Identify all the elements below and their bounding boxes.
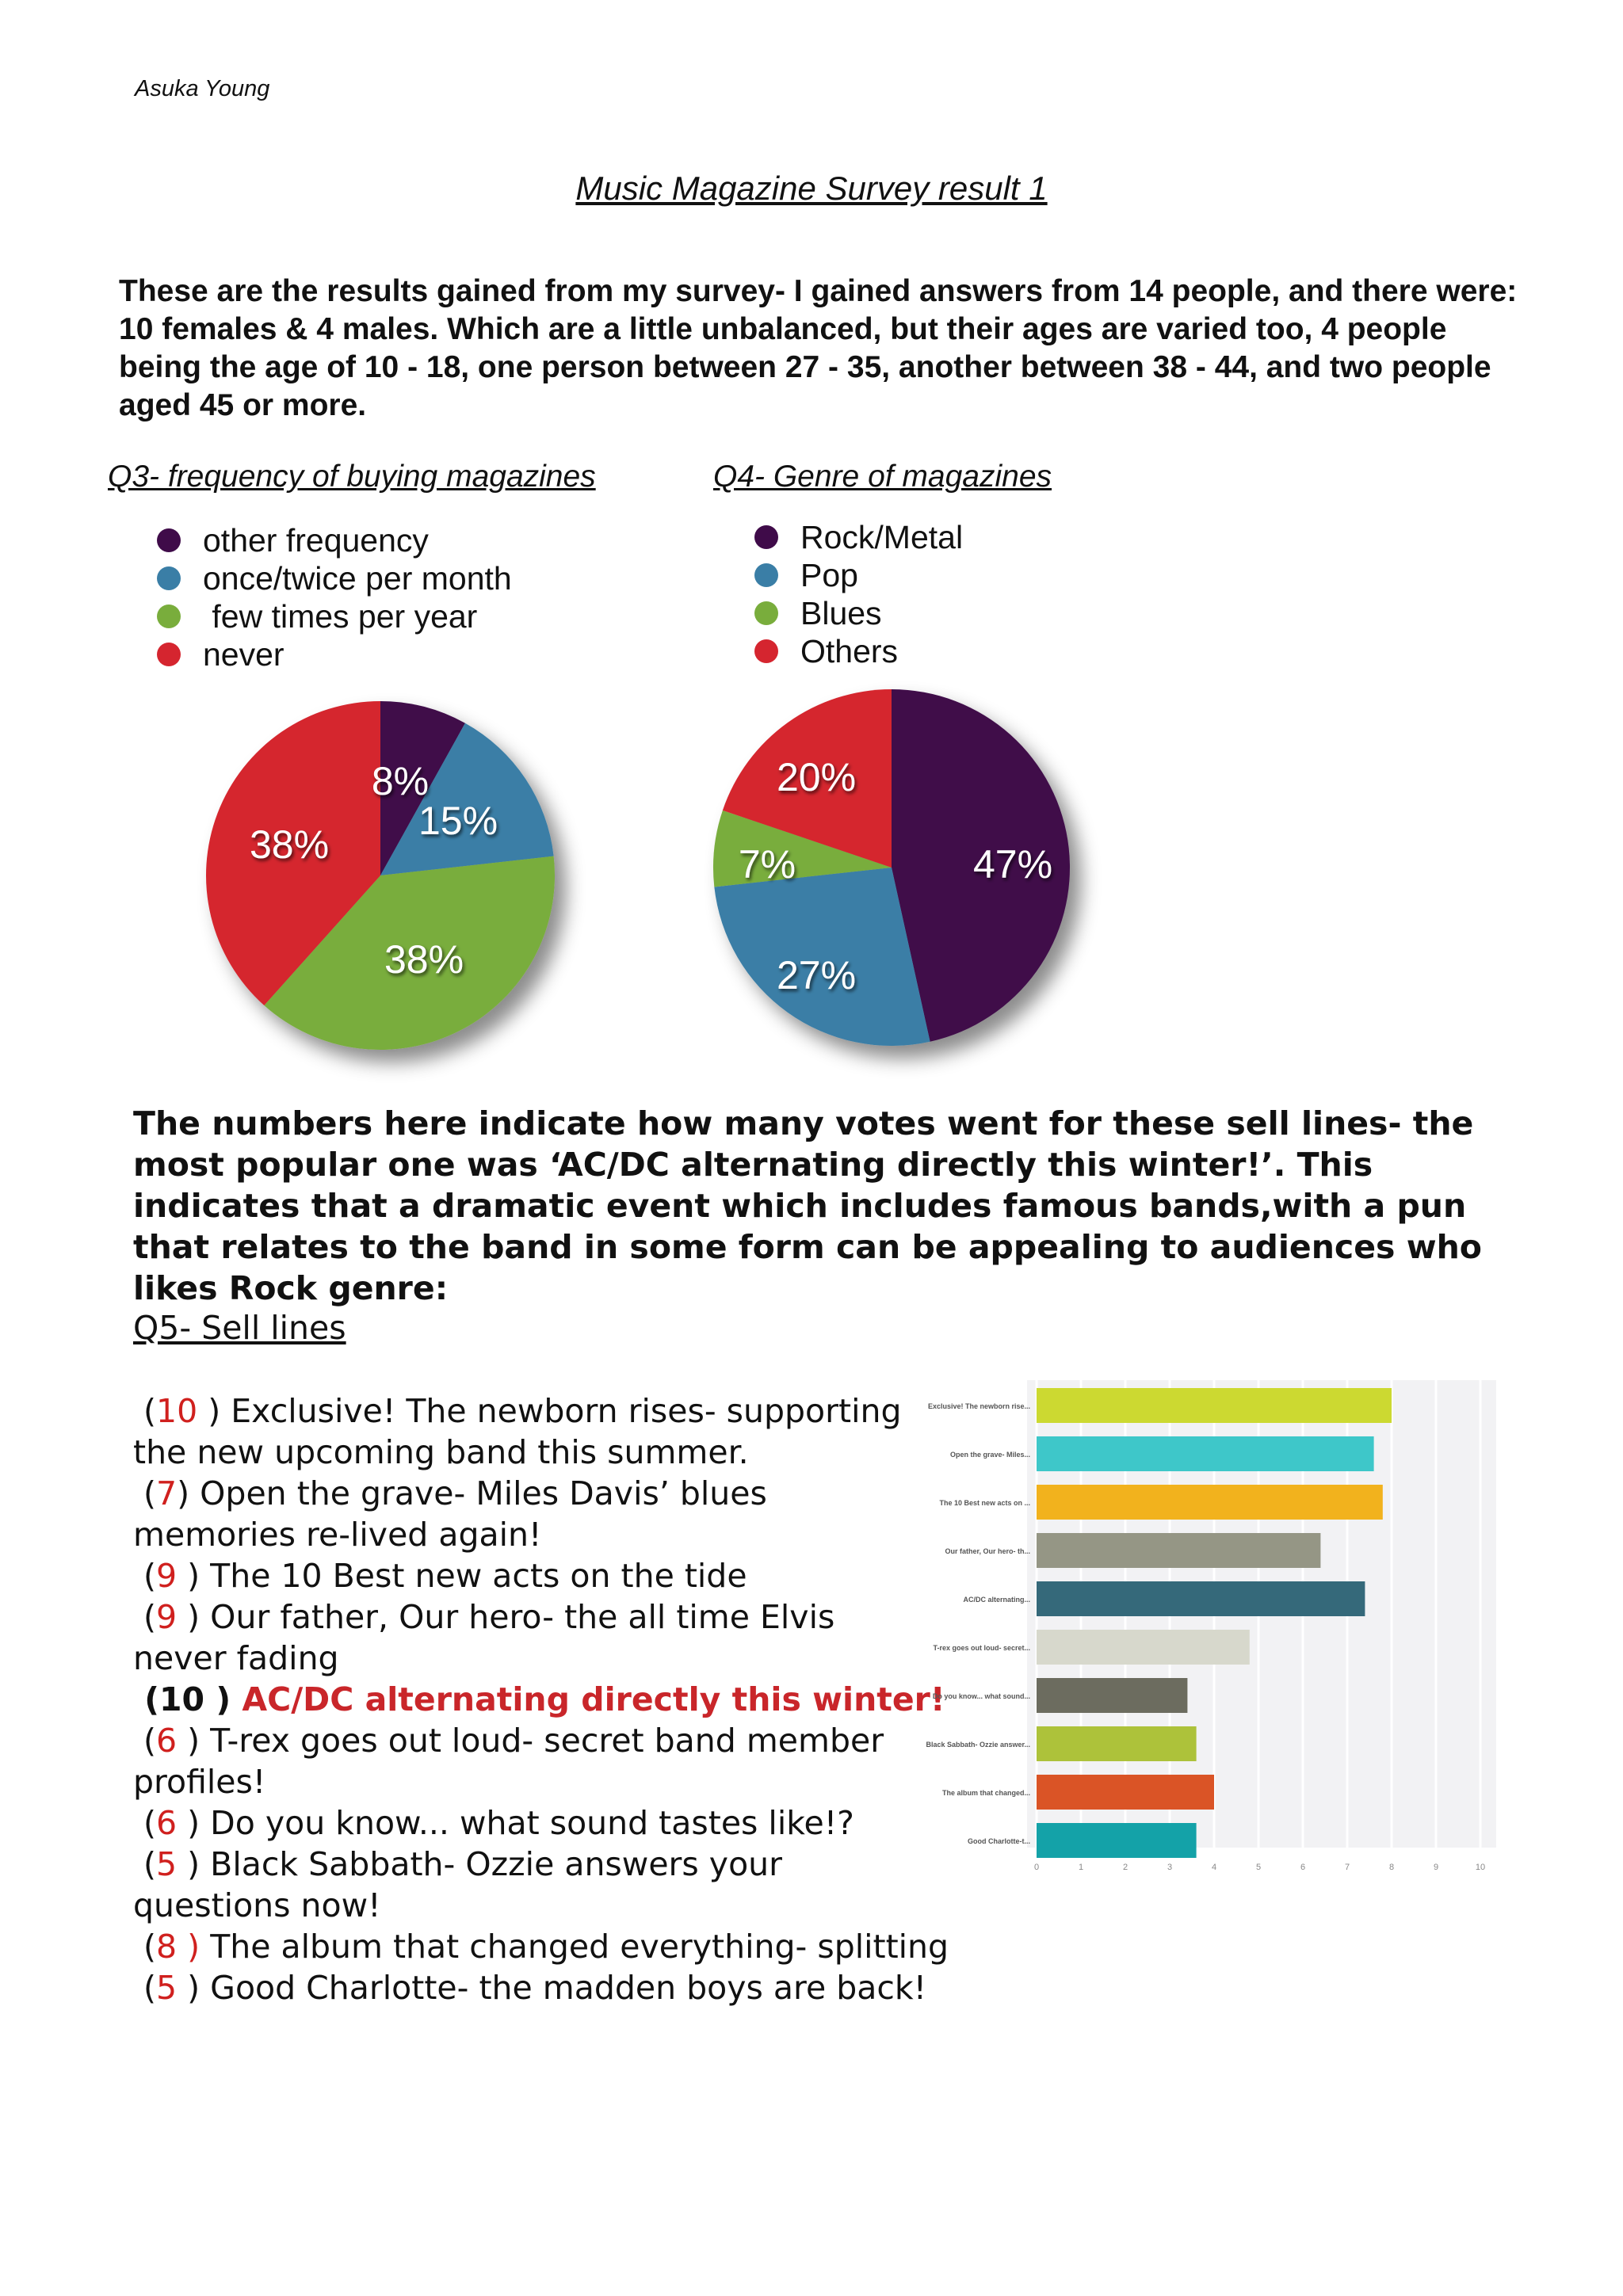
bar-category-label: The album that changed... [941,1789,1030,1797]
sell-line [133,1720,957,1761]
sell-line [133,1885,957,1926]
x-tick-label: 3 [1167,1863,1173,1872]
sell-line [133,1844,957,1885]
sell-line-text: the new upcoming band this summer. [133,1433,749,1471]
q4-legend-label: Pop [800,557,858,593]
x-tick-label: 2 [1122,1863,1128,1872]
bar-category-label: Good Charlotte-t... [968,1837,1030,1845]
q4-pie-chart [713,689,1070,1046]
pie-charts [0,0,1623,1109]
pie-data-label: 38% [384,937,464,982]
pie-data-label: 38% [249,822,330,868]
q3-legend-label: never [203,636,285,673]
sell-line-text: ) [204,1680,242,1718]
sell-line-open-paren: ( [133,1969,157,2007]
vote-count: 7 [156,1474,178,1512]
bar [1037,1436,1374,1471]
q4-legend-label: Rock/Metal [800,519,964,555]
sell-line-open-paren: ( [133,1474,157,1512]
page-title: Music Magazine Survey result 1 [575,170,1048,207]
sell-line-text: The album that changed everything- splitting [200,1928,949,1966]
sell-line-text: memories re-lived again! [133,1516,542,1554]
x-tick-label: 10 [1475,1863,1486,1872]
sell-line-text: ) Black Sabbath- Ozzie answers your [177,1845,782,1883]
sell-line-text: questions now! [133,1886,381,1924]
sell-line-text: ) Our father, Our hero- the all time Elvis [177,1598,835,1636]
pie-data-label: 7% [738,842,796,887]
vote-count: 6 [156,1722,178,1760]
vote-count: 5 [156,1969,178,2007]
sell-line-open-paren: ( [133,1845,157,1883]
q4-legend-label: Others [800,633,899,669]
bar-category-label: Exclusive! The newborn rise... [927,1402,1030,1410]
bar [1037,1630,1250,1665]
vote-count: 6 [156,1804,178,1842]
q3-legend-label: few times per year [203,598,478,635]
sell-line-text: ) T-rex goes out loud- secret band member [177,1722,884,1760]
sell-line-open-paren: ( [133,1392,157,1430]
q3-legend-label: once/twice per month [203,560,512,597]
x-tick-label: 6 [1300,1863,1306,1872]
sell-line-text: ) The 10 Best new acts on the tide [177,1557,747,1595]
sell-line-open-paren: ( [133,1598,157,1636]
sell-line [133,1596,957,1638]
sell-line-text: ) Open the grave- Miles Davis’ blues [177,1474,767,1512]
pie-data-label: 8% [371,759,430,804]
sell-lines-bar-chart [926,1379,1498,1886]
bar [1037,1485,1383,1520]
sell-line-open-paren: ( [133,1928,157,1966]
q4-legend-label: Blues [800,595,882,631]
sell-line-text: ) Good Charlotte- the madden boys are back! [177,1969,927,2007]
vote-count: 10 [159,1680,205,1718]
sell-line-text: ) Do you know... what sound tastes like!? [177,1804,854,1842]
q3-legend-label: other frequency [203,522,429,559]
vote-count: 5 [156,1845,178,1883]
x-tick-label: 1 [1078,1863,1084,1872]
bar-category-label: Black Sabbath- Ozzie answer... [926,1741,1030,1749]
bar [1037,1388,1392,1423]
x-tick-label: 0 [1033,1863,1040,1872]
sell-line-text: ) Exclusive! The newborn rises- supporting [197,1392,902,1430]
pie-data-label: 20% [776,755,857,800]
sell-line [133,1555,957,1596]
bar-category-label: The 10 Best new acts on ... [939,1499,1030,1507]
x-tick-label: 4 [1211,1863,1217,1872]
bar [1037,1678,1187,1713]
q3-title: Q3- frequency of buying magazines [108,460,596,494]
sell-line-open-paren: ( [133,1557,157,1595]
bar-category-label: Do you know... what sound... [932,1692,1030,1700]
sell-line [133,1514,957,1555]
sell-line [133,1638,957,1679]
bar [1037,1533,1320,1568]
bar-category-label: Our father, Our hero- th... [945,1547,1030,1555]
sell-line [133,1473,957,1514]
bar [1037,1775,1214,1810]
bar [1037,1726,1197,1761]
bar [1037,1581,1365,1616]
q4-title: Q4- Genre of magazines [713,460,1052,494]
sell-line [133,1679,957,1720]
sell-line-text: never fading [133,1639,339,1677]
vote-count: 9 [156,1557,178,1595]
bar-category-label: T-rex goes out loud- secret... [933,1644,1030,1652]
sell-line [133,1390,957,1432]
sell-line-open-paren: ( [133,1722,157,1760]
x-tick-label: 7 [1344,1863,1350,1872]
sell-line [133,1432,957,1473]
pie-data-label: 27% [776,953,857,998]
bar [1037,1823,1197,1858]
bar-category-label: AC/DC alternating... [963,1596,1030,1604]
sell-line [133,1967,957,2008]
sell-line [133,1761,957,1802]
x-tick-label: 8 [1388,1863,1395,1872]
highlighted-sell-line: AC/DC alternating directly this winter! [242,1680,945,1718]
pie-data-label: 47% [972,842,1053,887]
q3-pie-chart [206,701,555,1050]
sell-line [133,1926,957,1967]
q5-title: Q5- Sell lines [133,1309,346,1347]
vote-count: 9 [156,1598,178,1636]
x-tick-label: 5 [1255,1863,1262,1872]
sell-line-text: profiles! [133,1763,266,1801]
vote-count: 8 ) [156,1928,200,1966]
sell-line-open-paren: ( [133,1804,157,1842]
vote-count: 10 [156,1392,198,1430]
author-name: Asuka Young [135,76,270,101]
bar-category-label: Open the grave- Miles... [949,1451,1030,1459]
sell-line [133,1802,957,1844]
x-tick-label: 9 [1433,1863,1439,1872]
sell-line-open-paren: ( [133,1680,160,1718]
pie-data-label: 15% [418,799,498,844]
sell-lines-list [133,1390,957,2008]
sell-lines-paragraph: The numbers here indicate how many votes went for these sell lines- the most popular one was ‘AC/DC alternating directly this winter!’. This indicates that a dramatic event which includes famous bands,with a pun that relates to the band in some form can be appealing to audiences who likes Rock genre: [133,1104,1482,1307]
intro-paragraph: These are the results gained from my survey- I gained answers from 14 people, and there were: 10 females & 4 males. Which are a little unbalanced, but their ages are varied too, 4 people being the age of 10 - 18, one person between 27 - 35, another between 38 - 44, and two people aged 45 or more. [119,274,1518,422]
